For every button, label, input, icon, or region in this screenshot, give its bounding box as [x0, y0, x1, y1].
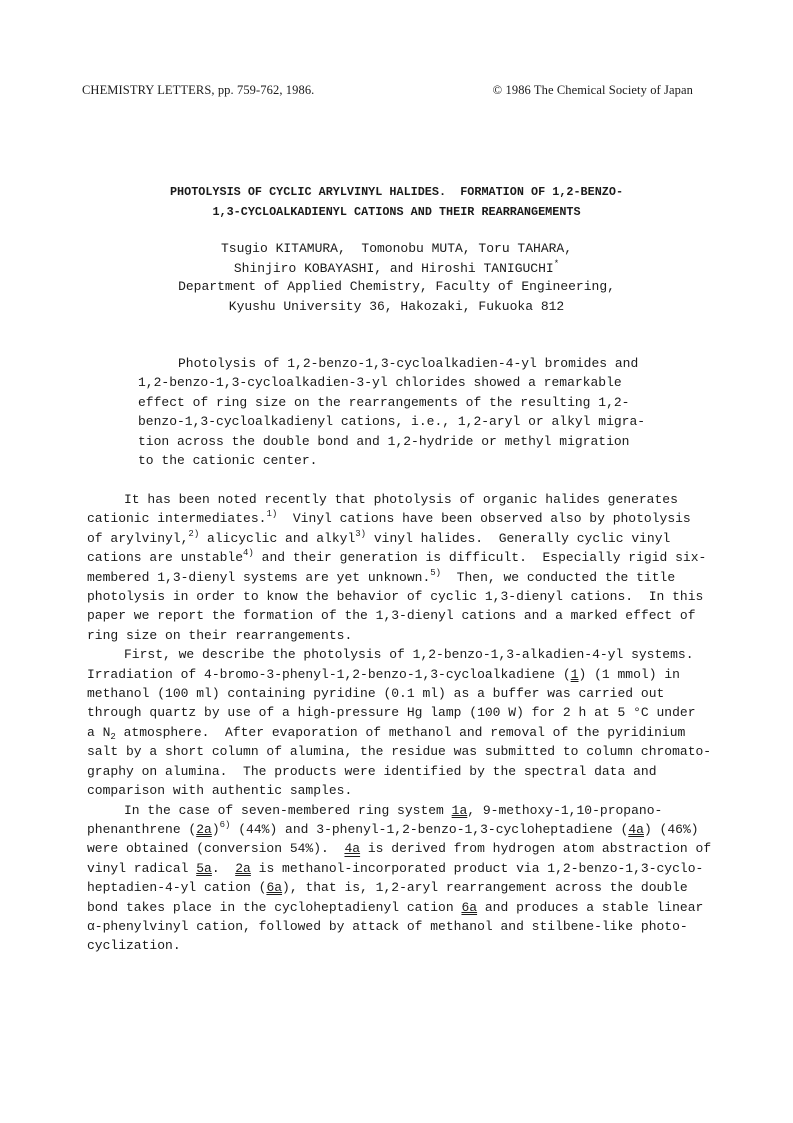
text-run: atmosphere. After evaporation of methanol and removal of the pyridinium [115, 724, 686, 740]
authors-line-2-text: Shinjiro KOBAYASHI, and Hiroshi TANIGUCHI [233, 260, 554, 276]
text-run: vinyl radical [87, 860, 197, 876]
body-line [87, 723, 697, 742]
text-run: ), that is, 1,2-aryl rearrangement across the double [282, 880, 688, 896]
reference-marker: 4) [243, 548, 254, 559]
body-line: photolysis in order to know the behavior of cyclic 1,3-dienyl cations. In this [87, 589, 704, 605]
body-line: comparison with authentic samples. [87, 783, 353, 799]
abstract-line: tion across the double bond and 1,2-hydride or methyl migration [138, 433, 630, 449]
text-run: , 9-methoxy-1,10-propano- [467, 802, 663, 818]
text-run: In the case of seven-membered ring system [124, 802, 452, 818]
body-line [87, 568, 697, 587]
abstract-line: Photolysis of 1,2-benzo-1,3-cycloalkadien-4-yl bromides and [178, 356, 639, 371]
text-run: alicyclic and alkyl [199, 530, 356, 546]
reference-marker: 1) [266, 509, 278, 520]
body-line: It has been noted recently that photolysis of organic halides generates [124, 492, 678, 507]
body-line [87, 529, 697, 548]
reference-marker: 2) [188, 528, 200, 539]
reference-marker: 5) [430, 567, 442, 578]
affiliation [0, 277, 793, 316]
body-line: graphy on alumina. The products were identified by the spectral data and [87, 763, 657, 779]
author-list [0, 239, 793, 278]
abstract-line: 1,2-benzo-1,3-cycloalkadien-3-yl chlorides showed a remarkable [138, 375, 622, 391]
body-line [87, 820, 697, 839]
text-run: were obtained (conversion 54%). [87, 841, 345, 857]
text-run: (44%) and 3-phenyl-1,2-benzo-1,3-cycloheptadiene ( [230, 821, 629, 837]
body-line [87, 801, 697, 820]
subscript: 2 [110, 731, 116, 742]
text-run: a N [87, 724, 111, 740]
body-text [87, 490, 712, 956]
compound-label: 2a [196, 821, 212, 837]
compound-label: 1a [451, 802, 468, 818]
authors-line-2 [0, 259, 793, 279]
body-line [87, 509, 697, 528]
text-run: heptadien-4-yl cation ( [87, 880, 267, 896]
text-run: . [211, 860, 236, 876]
paper-title [0, 182, 793, 222]
abstract-line: benzo-1,3-cycloalkadienyl cations, i.e., 1,2-aryl or alkyl migra- [138, 414, 646, 430]
body-line: First, we describe the photolysis of 1,2-benzo-1,3-alkadien-4-yl systems. [124, 647, 694, 663]
body-line: cyclization. [87, 938, 181, 954]
text-run: Then, we conducted the title [441, 569, 676, 585]
abstract-line: effect of ring size on the rearrangements of the resulting 1,2- [138, 394, 630, 410]
text-run: cations are unstable [87, 550, 244, 566]
body-line: through quartz by use of a high-pressure Hg lamp (100 W) for 2 h at 5 °C under [87, 705, 696, 721]
text-run: vinyl halides. Generally cyclic vinyl [366, 530, 671, 546]
body-line: paper we report the formation of the 1,3-dienyl cations and a marked effect of [87, 608, 696, 624]
body-line [87, 839, 712, 858]
compound-label: 4a [344, 841, 361, 857]
text-run: membered 1,3-dienyl systems are yet unknown. [87, 569, 431, 585]
text-run: and their generation is difficult. Especially rigid six- [253, 550, 707, 566]
journal-citation: CHEMISTRY LETTERS, pp. 759-762, 1986. [82, 83, 315, 97]
title-line-2: 1,3-CYCLOALKADIENYL CATIONS AND THEIR REARRANGEMENTS [212, 205, 581, 219]
copyright-notice: © 1986 The Chemical Society of Japan [492, 83, 693, 97]
text-run: ) (46%) [643, 821, 699, 837]
body-line: salt by a short column of alumina, the residue was submitted to column chromato- [87, 744, 712, 760]
text-run: cationic intermediates. [87, 511, 267, 527]
body-line: α-phenylvinyl cation, followed by attack of methanol and stilbene-like photo- [87, 918, 688, 934]
body-line: methanol (100 ml) containing pyridine (0.1 ml) as a buffer was carried out [87, 686, 665, 702]
abstract-line: to the cationic center. [138, 453, 318, 469]
compound-label: 6a [461, 899, 478, 915]
compound-label: 4a [628, 821, 644, 837]
text-run: Irradiation of 4-bromo-3-phenyl-1,2-benzo-1,3-cycloalkadiene ( [87, 666, 571, 682]
text-run: ) [211, 821, 220, 837]
body-line [87, 878, 697, 897]
compound-label: 6a [266, 880, 283, 896]
affiliation-line-2: Kyushu University 36, Hakozaki, Fukuoka 812 [228, 298, 565, 314]
body-line [87, 898, 704, 917]
authors-line-1: Tsugio KITAMURA, Tomonobu MUTA, Toru TAHARA, [220, 241, 573, 256]
affiliation-line-1: Department of Applied Chemistry, Faculty of Engineering, [178, 279, 615, 294]
body-line [87, 548, 707, 567]
reference-marker: 3) [355, 528, 367, 539]
compound-label: 2a [235, 860, 251, 876]
reference-marker: 6) [219, 819, 231, 830]
abstract [138, 354, 658, 470]
body-line: ring size on their rearrangements. [87, 627, 353, 643]
text-run: is derived from hydrogen atom abstraction of [360, 841, 712, 857]
text-run: of arylvinyl, [87, 530, 189, 546]
text-run: and produces a stable linear [477, 899, 704, 915]
title-line-1: PHOTOLYSIS OF CYCLIC ARYLVINYL HALIDES. FORMATION OF 1,2-BENZO- [169, 185, 624, 199]
body-line [87, 665, 697, 684]
text-run: bond takes place in the cycloheptadienyl cation [87, 899, 462, 915]
corresponding-author-mark: * [553, 258, 560, 269]
text-run: Vinyl cations have been observed also by photolysis [277, 511, 691, 527]
compound-label: 5a [196, 860, 212, 876]
compound-label: 1 [570, 666, 579, 682]
text-run: is methanol-incorporated product via 1,2-benzo-1,3-cyclo- [250, 860, 704, 876]
text-run: ) (1 mmol) in [578, 666, 680, 682]
text-run: phenanthrene ( [87, 821, 197, 837]
body-line [87, 859, 704, 878]
